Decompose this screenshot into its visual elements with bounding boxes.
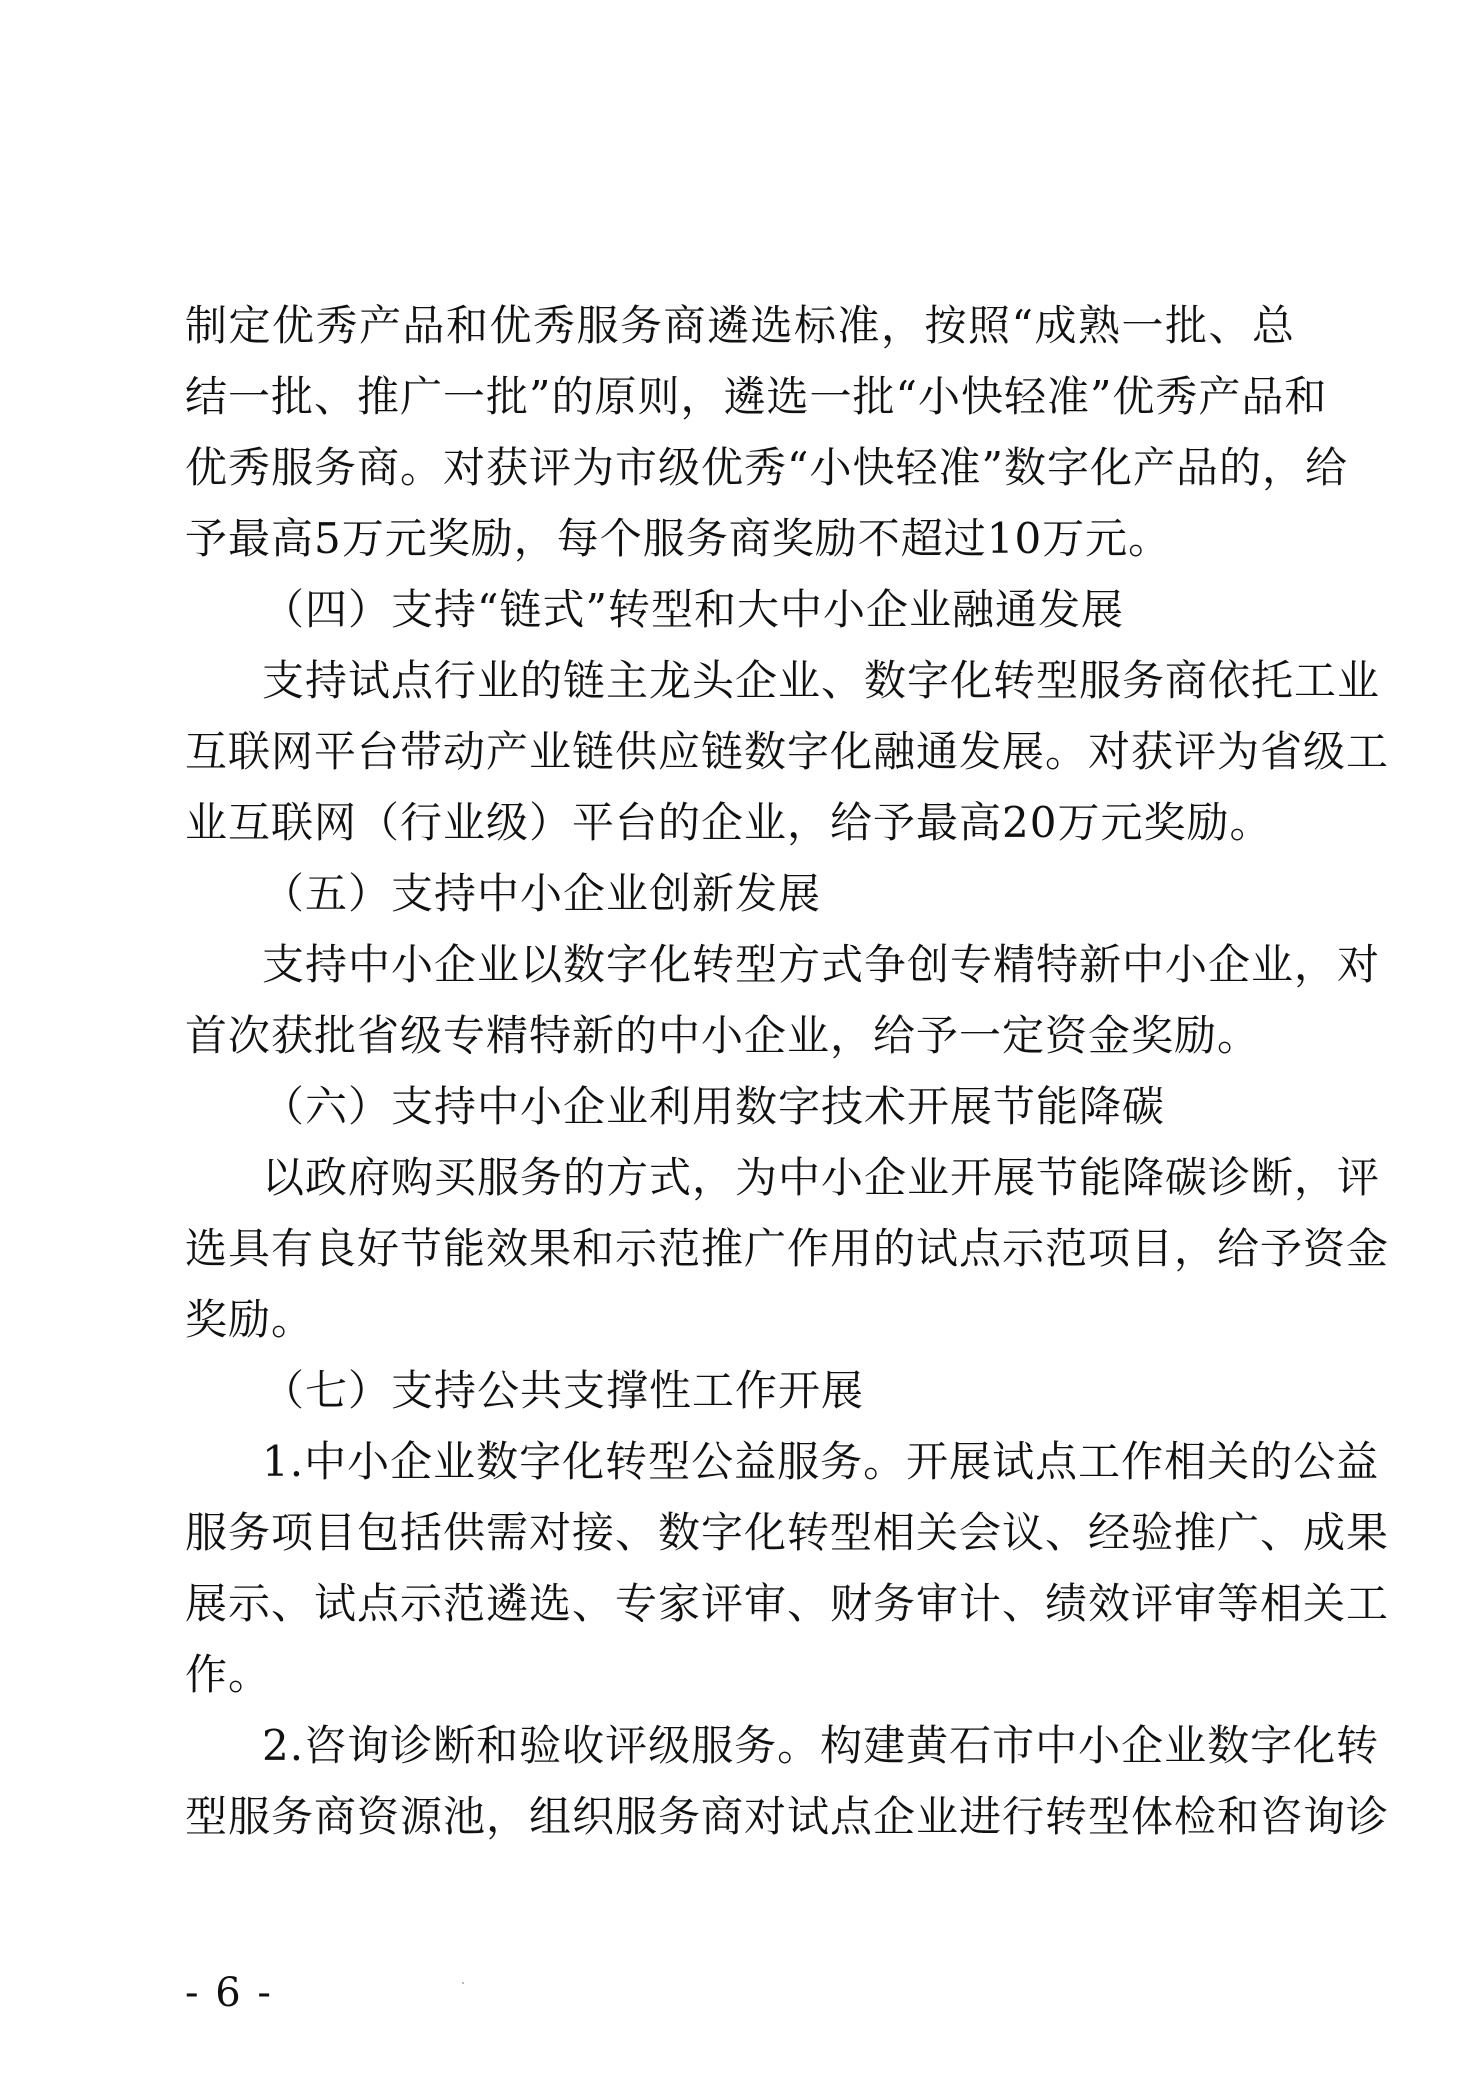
body-text-line: 予最高5万元奖励，每个服务商奖励不超过10万元。 — [185, 514, 1172, 563]
section-heading-4: （四）支持“链式”转型和大中小企业融通发展 — [262, 585, 1124, 634]
body-text-line: 选具有良好节能效果和示范推广作用的试点示范项目，给予资金 — [185, 1224, 1390, 1273]
paragraph-first-line: 1.中小企业数字化转型公益服务。开展试点工作相关的公益 — [262, 1437, 1380, 1486]
paragraph-first-line: 支持中小企业以数字化转型方式争创专精特新中小企业，对 — [262, 940, 1381, 989]
scan-speck — [462, 1982, 464, 1984]
body-text-line: 业互联网（行业级）平台的企业，给予最高20万元奖励。 — [185, 798, 1273, 847]
paragraph-first-line: 以政府购买服务的方式，为中小企业开展节能降碳诊断，评 — [262, 1153, 1381, 1202]
body-text-line: 制定优秀产品和优秀服务商遴选标准，按照“成熟一批、总 — [185, 301, 1295, 350]
body-text-line: 展示、试点示范遴选、专家评审、财务审计、绩效评审等相关工 — [185, 1579, 1390, 1628]
paragraph-first-line: 2.咨询诊断和验收评级服务。构建黄石市中小企业数字化转 — [262, 1721, 1380, 1770]
section-heading-5: （五）支持中小企业创新发展 — [262, 869, 822, 918]
body-text-line: 型服务商资源池，组织服务商对试点企业进行转型体检和咨询诊 — [185, 1792, 1390, 1841]
body-text-line: 结一批、推广一批”的原则，遴选一批“小快轻准”优秀产品和 — [185, 372, 1328, 421]
body-text-line: 奖励。 — [185, 1295, 315, 1344]
section-heading-7: （七）支持公共支撑性工作开展 — [262, 1366, 865, 1415]
body-text-line: 作。 — [185, 1650, 272, 1699]
body-text-line: 首次获批省级专精特新的中小企业，给予一定资金奖励。 — [185, 1011, 1261, 1060]
section-heading-6: （六）支持中小企业利用数字技术开展节能降碳 — [262, 1082, 1166, 1131]
paragraph-first-line: 支持试点行业的链主龙头企业、数字化转型服务商依托工业 — [262, 656, 1381, 705]
body-text-line: 服务项目包括供需对接、数字化转型相关会议、经验推广、成果 — [185, 1508, 1390, 1557]
page-number: - 6 - — [185, 1970, 273, 2016]
body-text-line: 优秀服务商。对获评为市级优秀“小快轻准”数字化产品的，给 — [185, 443, 1348, 492]
body-text-line: 互联网平台带动产业链供应链数字化融通发展。对获评为省级工 — [185, 727, 1390, 776]
